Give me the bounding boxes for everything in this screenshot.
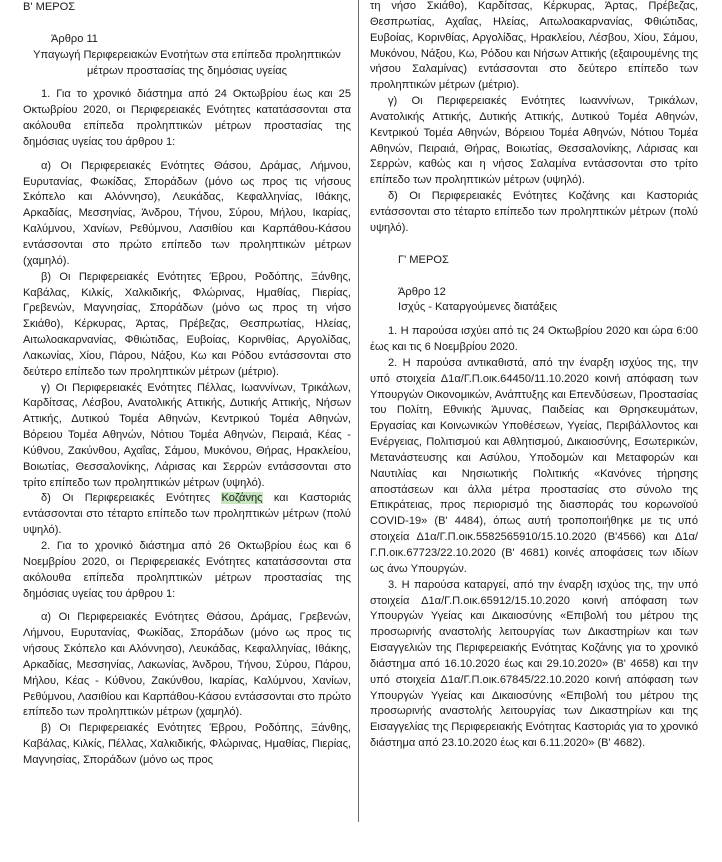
article-11-title: Άρθρο 11 xyxy=(51,32,98,45)
article-11-heading: Υπαγωγή Περιφερειακών Ενοτήτων στα επίπεδα προληπτικών μέτρων προστασίας της δημόσιας υγείας xyxy=(33,48,341,77)
spacer xyxy=(370,316,698,324)
repeal-item-1: 1. Η παρούσα ισχύει από τις 24 Οκτωβρίου 2020 και ώρα 6:00 έως και τις 6 Νοεμβρίου 2020. xyxy=(370,325,698,354)
part-title-b: Β' ΜΕΡΟΣ xyxy=(23,1,76,13)
paragraph-2a: α) Οι Περιφερειακές Ενότητες Θάσου, Δράμας, Γρεβενών, Λήμνου, Ευρυτανίας, Φωκίδας, Σποράδων (μόνο ως προς τις νήσους Σκόπελο και Αλόννησο), Λευκάδας, Κεφαλληνίας, Ιθάκης, Αρκαδίας, Μεσσηνίας, Λακωνίας, Άνδρου, Τήνου, Σύρου, Πάρου, Μήλου, Κέας - Κύθνου, Ζακύνθου, Ικαρίας, Καλύμνου, Χανίων, Ρεθύμνου, Λασιθίου και Καρπάθου-Κάσου εντάσσονται στο πρώτο επίπεδο των προληπτικών μέτρων (χαμηλό). xyxy=(23,611,351,719)
spacer xyxy=(370,237,698,253)
article-12-title: Άρθρο 12 xyxy=(398,285,446,298)
paragraph-2c: γ) Οι Περιφερειακές Ενότητες Ιωαννίνων, Τρικάλων, Ανατολικής Αττικής, Δυτικής Αττικής, Δυτικού Τομέα Αθηνών, Κεντρικού Τομέα Αθηνών, Βόρειου Τομέα Αθηνών, Νότιου Τομέα Αθηνών, Πειραιά, Θήρας, Βοιωτίας, Θεσσαλονίκης, Λάρισας και Σερρών, καθώς και η νήσος Σαλαμίνα εντάσσονται στο τρίτο επίπεδο των προληπτικών μέτρων (υψηλό). xyxy=(370,95,698,187)
article-12-heading: Ισχύς - Καταργούμενες διατάξεις xyxy=(398,301,558,314)
paragraph-1a: α) Οι Περιφερειακές Ενότητες Θάσου, Δράμας, Λήμνου, Ευρυτανίας, Φωκίδας, Σποράδων (μόνο ως προς τις νήσους Σκόπελο και Αλόννησο), Λευκάδας, Κεφαλληνίας, Ιθάκης, Αρκαδίας, Μεσσηνίας, Άνδρου, Τήνου, Σύρου, Μήλου, Ικαρίας, Καλύμνου, Χανίων, Ρεθύμνου, Λασιθίου και Καρπάθου-Κάσου εντάσσονται στο πρώτο επίπεδο των προληπτικών μέτρων (χαμηλό). xyxy=(23,159,351,267)
paragraph-1d xyxy=(23,491,351,539)
paragraph-2b: β) Οι Περιφερειακές Ενότητες Έβρου, Ροδόπης, Ξάνθης, Καβάλας, Κιλκίς, Πέλλας, Χαλκιδικής, Φλώρινας, Ημαθίας, Πιερίας, Μαγνησίας, Σποράδων (μόνο ως προς xyxy=(23,722,351,766)
highlighted-word: Κοζάνης xyxy=(221,492,263,505)
paragraph-1c: γ) Οι Περιφερειακές Ενότητες Πέλλας, Ιωαννίνων, Τρικάλων, Καρδίτσας, Λέσβου, Ανατολικής Αττικής, Δυτικής Αττικής, Νήσων Αττικής, Δυτικού Τομέα Αθηνών, Κεντρικού Τομέα Αθηνών, Βόρειου Τομέα Αθηνών, Νότιου Τομέα Αθηνών, Πειραιά, Κέας - Κύθνου, Ζακύνθου, Αχαΐας, Σάμου, Μυκόνου, Θήρας, Ηρακλείου, Βοιωτίας, Θεσσαλονίκης, Λάρισας και Σερρών εντάσσονται στο τρίτο επίπεδο των προληπτικών μέτρων (υψηλό). xyxy=(23,381,351,489)
spacer xyxy=(370,269,698,285)
part-title-c: Γ' ΜΕΡΟΣ xyxy=(398,253,449,266)
spacer xyxy=(23,151,351,159)
paragraph-1b: β) Οι Περιφερειακές Ενότητες Έβρου, Ροδόπης, Ξάνθης, Καβάλας, Κιλκίς, Χαλκιδικής, Φλώρινας, Ημαθίας, Πιερίας, Γρεβενών, Μαγνησίας, Σποράδων (μόνο ως προς τη νήσο Σκιάθο), Κέρκυρας, Άρτας, Πρέβεζας, Θεσπρωτίας, Ηλείας, Αιτωλοακαρνανίας, Φθιώτιδας, Ευβοίας, Κορινθίας, Αργολίδας, Λακωνίας, Χίου, Πάρου, Νάξου, Κω και Ρόδου εντάσσονται στο δεύτερο επίπεδο των προληπτικών μέτρων (μέτριο). xyxy=(23,270,351,378)
left-column xyxy=(23,0,351,769)
paragraph-2b-continued: τη νήσο Σκιάθο), Καρδίτσας, Κέρκυρας, Άρτας, Πρέβεζας, Θεσπρωτίας, Αχαΐας, Ηλείας, Αιτωλοακαρνανίας, Φθιώτιδας, Ευβοίας, Κορινθίας, Αργολίδας, Ηρακλείου, Λέσβου, Χίου, Σάμου, Μυκόνου, Νάξου, Κω, Ρόδου και Νήσων Αττικής (εξαιρουμένης της νήσου Σαλαμίνας) εντάσσονται στο δεύτερο επίπεδο των προληπτικών μέτρων (μέτριο). xyxy=(370,0,698,92)
column-divider xyxy=(358,0,359,822)
repeal-item-3: 3. Η παρούσα καταργεί, από την έναρξη ισχύος της, την υπό στοιχεία Δ1α/Γ.Π.οικ.65912/15.10.2020 κοινή απόφαση των Υπουργών Υγείας και Δικαιοσύνης «Επιβολή του μέτρου της προσωρινής αναστολής λειτουργίας των Δικαστηρίων και των Εισαγγελιών της Περιφερειακής Ενότητας Κοζάνης για το χρονικό διάστημα από 16.10.2020 έως και 29.10.2020» (Β' 4658) και την υπό στοιχεία Δ1α/Γ.Π.οικ.67845/22.10.2020 κοινή απόφαση των Υπουργών Υγείας και Δικαιοσύνης «Επιβολή του μέτρου της προσωρινής αναστολής λειτουργίας των Δικαστηρίων και της Εισαγγελίας της Περιφερειακής Ενότητας Καστοριάς για το χρονικό διάστημα από 23.10.2020 έως και 6.11.2020» (Β' 4682). xyxy=(370,578,698,750)
paragraph-1: 1. Για το χρονικό διάστημα από 24 Οκτωβρίου έως και 25 Οκτωβρίου 2020, οι Περιφερειακές Ενότητες κατατάσσονται στα ακόλουθα επίπεδα προληπτικών μέτρων προστασίας της δημόσιας υγείας του άρθρου 1: xyxy=(23,88,351,148)
repeal-item-2: 2. Η παρούσα αντικαθιστά, από την έναρξη ισχύος της, την υπό στοιχεία Δ1α/Γ.Π.οικ.64450/11.10.2020 κοινή απόφαση των Υπουργών Οικονομικών, Ανάπτυξης και Επενδύσεων, Προστασίας του Πολίτη, Εθνικής Άμυνας, Παιδείας και Θρησκευμάτων, Εργασίας και Κοινωνικών Υποθέσεων, Υγείας, Περιβάλλοντος και Ενέργειας, Πολιτισμού και Αθλητισμού, Δικαιοσύνης, Εσωτερικών, Μετανάστευσης και Ασύλου, Υποδομών και Μεταφορών και Ναυτιλίας και Νησιωτικής Πολιτικής «Κανόνες τήρησης αποστάσεων και άλλα μέτρα προστασίας στο σύνολο της Επικράτειας, προς περιορισμό της διασποράς του κορωνοϊού COVID-19» (Β' 4484), όπως αυτή τροποποιήθηκε με τις υπό στοιχεία Δ1α/Γ.Π.οικ.5582565910/15.10.2020 (Β'4566) και Δ1α/Γ.Π.οικ.67723/22.10.2020 (Β' 4681) κοινές αποφάσεις των ιδίων ως άνω Υπουργών. xyxy=(370,356,698,575)
paragraph-1d-start: δ) Οι Περιφερειακές Ενότητες xyxy=(41,492,222,505)
paragraph-1d-end: και Καστοριάς εντάσσονται στο τέταρτο επίπεδο των προληπτικών μέτρων (πολύ υψηλό). xyxy=(23,492,351,537)
spacer xyxy=(23,79,351,87)
paragraph-2d: δ) Οι Περιφερειακές Ενότητες Κοζάνης και Καστοριάς εντάσσονται στο τέταρτο επίπεδο των προληπτικών μέτρων (πολύ υψηλό). xyxy=(370,190,698,234)
paragraph-2: 2. Για το χρονικό διάστημα από 26 Οκτωβρίου έως και 6 Νοεμβρίου 2020, οι Περιφερειακές Ενότητες κατατάσσονται στα ακόλουθα επίπεδα προληπτικών μέτρων προστασίας της δημόσιας υγείας του άρθρου 1: xyxy=(23,540,351,600)
spacer xyxy=(23,602,351,610)
right-column xyxy=(370,0,698,752)
